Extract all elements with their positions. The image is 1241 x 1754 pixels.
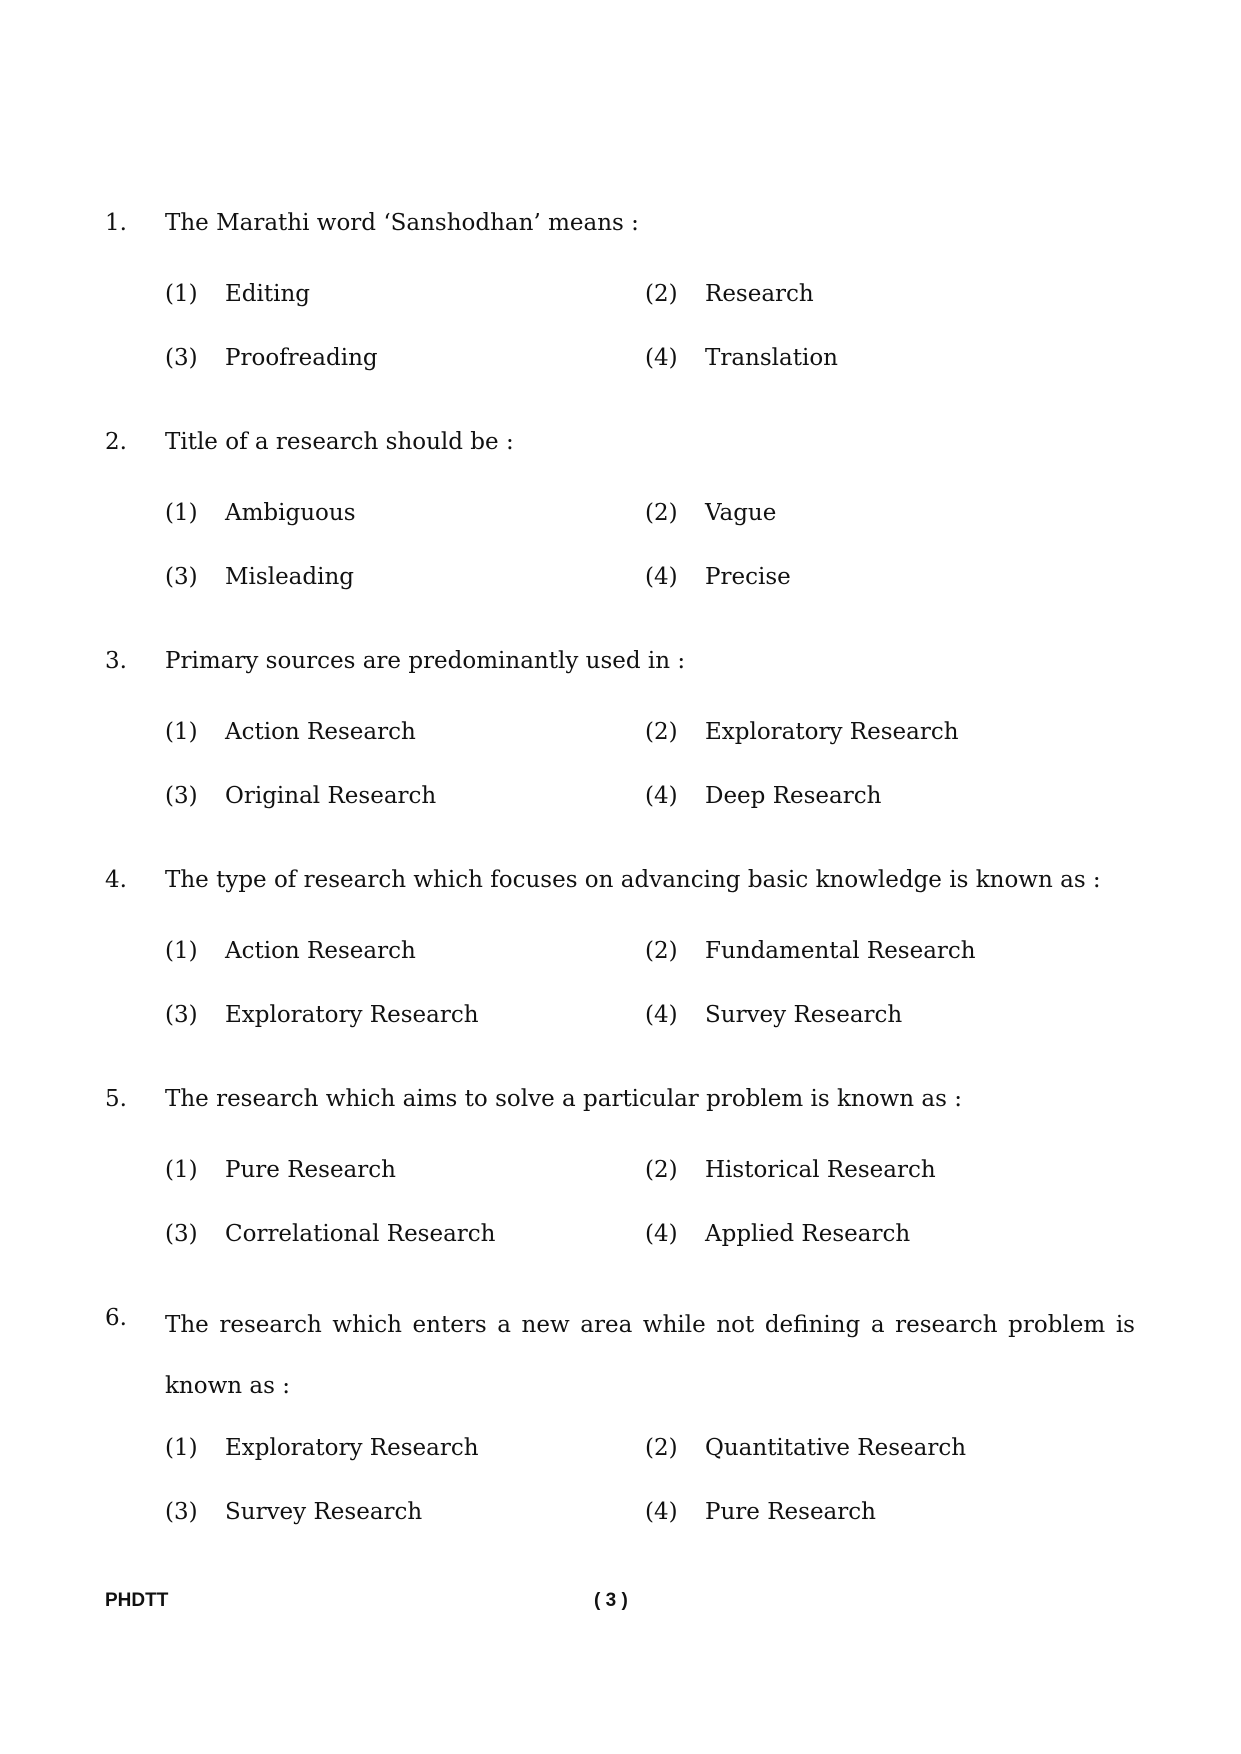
option-text: Exploratory Research	[225, 1435, 479, 1461]
option-number: (4)	[645, 783, 678, 809]
option-number: (3)	[165, 1499, 198, 1525]
option-text: Fundamental Research	[705, 938, 976, 964]
option-number: (1)	[165, 719, 198, 745]
option-text: Pure Research	[705, 1499, 876, 1525]
option-text: Pure Research	[225, 1157, 396, 1183]
option-text: Historical Research	[705, 1157, 936, 1183]
option-number: (1)	[165, 1157, 198, 1183]
option-text: Translation	[705, 345, 838, 371]
option-number: (2)	[645, 281, 678, 307]
option-text: Deep Research	[705, 783, 882, 809]
question-number: 4.	[105, 867, 127, 893]
option-text: Survey Research	[705, 1002, 903, 1028]
paper-code: PHDTT	[105, 1590, 169, 1611]
option-number: (2)	[645, 500, 678, 526]
question-text: The Marathi word ‘Sanshodhan’ means :	[165, 210, 639, 236]
question-1	[105, 200, 1135, 371]
option-text: Original Research	[225, 783, 437, 809]
option-text: Editing	[225, 281, 311, 307]
option-number: (4)	[645, 564, 678, 590]
option-text: Action Research	[225, 719, 416, 745]
option-text: Applied Research	[705, 1221, 911, 1247]
option-number: (4)	[645, 345, 678, 371]
option-text: Correlational Research	[225, 1221, 496, 1247]
option-number: (3)	[165, 345, 198, 371]
option-text: Exploratory Research	[705, 719, 959, 745]
option-text: Vague	[705, 500, 777, 526]
question-text: The type of research which focuses on advancing basic knowledge is known as :	[165, 867, 1101, 893]
question-4	[105, 857, 1135, 1028]
option-number: (2)	[645, 1435, 678, 1461]
option-text: Proofreading	[225, 345, 378, 371]
question-text: The research which aims to solve a particular problem is known as :	[165, 1086, 962, 1112]
option-number: (3)	[165, 1002, 198, 1028]
option-text: Research	[705, 281, 814, 307]
question-number: 5.	[105, 1086, 127, 1112]
option-number: (3)	[165, 1221, 198, 1247]
page-number: ( 3 )	[594, 1590, 628, 1611]
question-2	[105, 419, 1135, 590]
option-text: Quantitative Research	[705, 1435, 967, 1461]
question-text: The research which enters a new area while not defining a research problem is known as :	[165, 1312, 1135, 1399]
option-number: (1)	[165, 500, 198, 526]
question-5	[105, 1076, 1135, 1247]
option-number: (4)	[645, 1499, 678, 1525]
question-6	[105, 1295, 1135, 1525]
question-number: 3.	[105, 648, 127, 674]
option-number: (2)	[645, 1157, 678, 1183]
option-number: (1)	[165, 281, 198, 307]
option-number: (4)	[645, 1002, 678, 1028]
question-text: Primary sources are predominantly used in :	[165, 648, 686, 674]
option-number: (1)	[165, 1435, 198, 1461]
option-text: Ambiguous	[225, 500, 356, 526]
question-text: Title of a research should be :	[165, 429, 514, 455]
option-text: Precise	[705, 564, 791, 590]
question-number: 1.	[105, 210, 127, 236]
question-3	[105, 638, 1135, 809]
option-number: (2)	[645, 938, 678, 964]
option-number: (2)	[645, 719, 678, 745]
option-number: (4)	[645, 1221, 678, 1247]
question-number: 6.	[105, 1305, 127, 1331]
option-number: (1)	[165, 938, 198, 964]
question-number: 2.	[105, 429, 127, 455]
option-text: Action Research	[225, 938, 416, 964]
option-number: (3)	[165, 564, 198, 590]
option-text: Survey Research	[225, 1499, 423, 1525]
option-text: Exploratory Research	[225, 1002, 479, 1028]
option-text: Misleading	[225, 564, 355, 590]
option-number: (3)	[165, 783, 198, 809]
